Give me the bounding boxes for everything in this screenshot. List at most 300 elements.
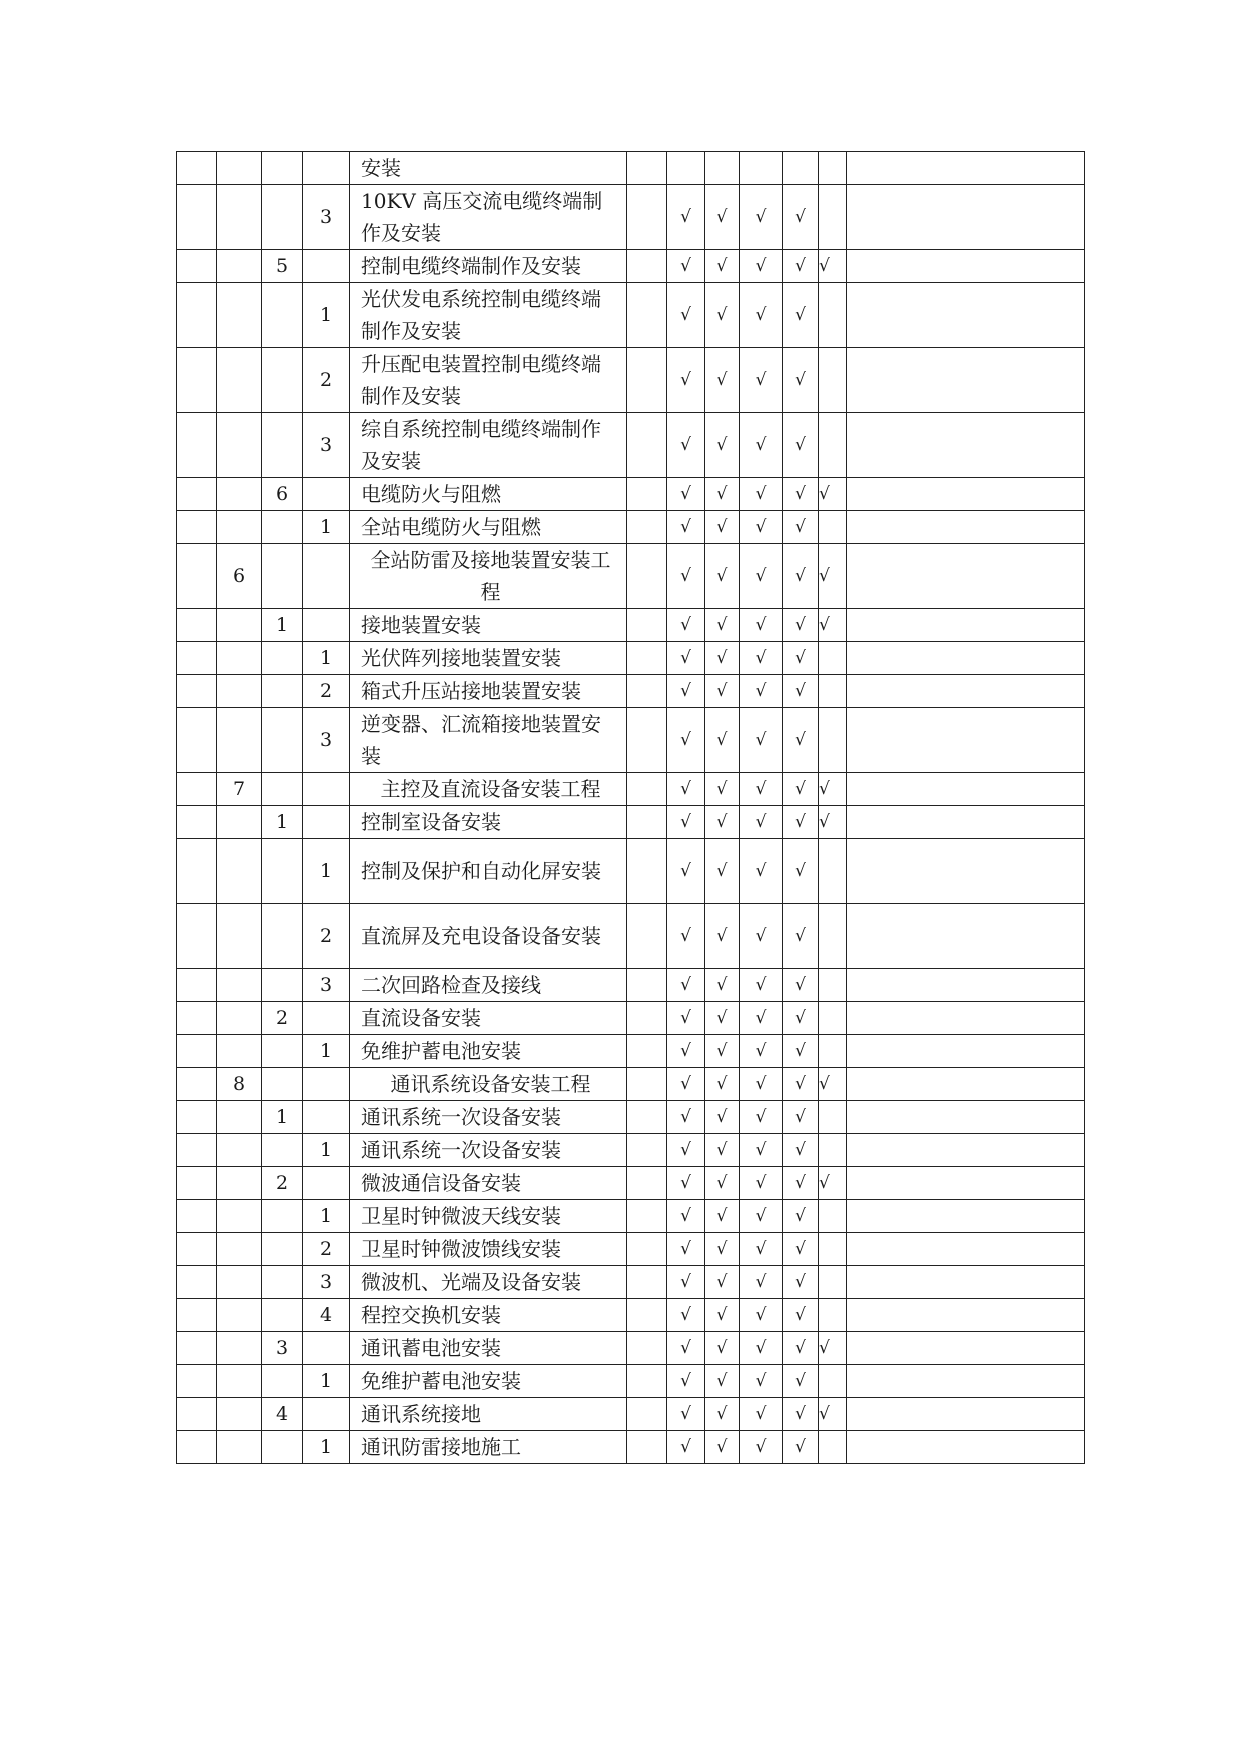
check-cell-4: √ [783,1101,819,1134]
blank-cell [177,1299,217,1332]
item-name: 免维护蓄电池安装 [350,1035,627,1068]
blank-cell [177,478,217,511]
check-cell-3: √ [740,1365,783,1398]
level2-number [262,1299,303,1332]
level1-number [217,478,262,511]
check-cell-4: √ [783,806,819,839]
level3-number [303,609,350,642]
check-cell-3: √ [740,1431,783,1464]
check-cell-4: √ [783,1299,819,1332]
level1-number [217,1233,262,1266]
check-cell-5 [819,839,847,904]
remarks-cell [847,773,1085,806]
check-cell-5: √ [819,773,847,806]
level1-number [217,1398,262,1431]
level3-number: 1 [303,1035,350,1068]
check-cell-1: √ [667,1200,705,1233]
blank-cell [177,152,217,185]
check-cell-2: √ [705,1035,740,1068]
check-cell-3: √ [740,1068,783,1101]
check-cell-1: √ [667,839,705,904]
item-name: 免维护蓄电池安装 [350,1365,627,1398]
check-cell-5: √ [819,1332,847,1365]
blank-cell [177,413,217,478]
check-cell-5 [819,642,847,675]
check-cell-5: √ [819,250,847,283]
level2-number: 1 [262,609,303,642]
blank-cell [177,185,217,250]
level2-number [262,708,303,773]
check-cell-3: √ [740,773,783,806]
unit-cell [627,1233,667,1266]
level2-number [262,969,303,1002]
level1-number: 7 [217,773,262,806]
table-row [177,708,1085,773]
check-cell-2: √ [705,413,740,478]
check-cell-5: √ [819,1167,847,1200]
remarks-cell [847,544,1085,609]
level3-number: 1 [303,1365,350,1398]
level2-number [262,1200,303,1233]
item-name: 卫星时钟微波天线安装 [350,1200,627,1233]
check-cell-4: √ [783,413,819,478]
check-cell-3: √ [740,1233,783,1266]
table-row [177,1266,1085,1299]
check-cell-3: √ [740,1266,783,1299]
check-cell-3: √ [740,348,783,413]
item-name: 微波通信设备安装 [350,1167,627,1200]
check-cell-4: √ [783,839,819,904]
remarks-cell [847,1398,1085,1431]
unit-cell [627,1365,667,1398]
level1-number [217,806,262,839]
level2-number: 2 [262,1167,303,1200]
check-cell-4: √ [783,544,819,609]
level3-number: 1 [303,283,350,348]
remarks-cell [847,1365,1085,1398]
check-cell-2: √ [705,839,740,904]
level3-number [303,806,350,839]
item-name: 卫星时钟微波馈线安装 [350,1233,627,1266]
blank-cell [177,544,217,609]
check-cell-5: √ [819,1068,847,1101]
check-cell-3: √ [740,1101,783,1134]
check-cell-1: √ [667,1398,705,1431]
level2-number [262,1068,303,1101]
table-row [177,348,1085,413]
table-row [177,1431,1085,1464]
check-cell-1: √ [667,969,705,1002]
check-cell-5 [819,1266,847,1299]
check-cell-3: √ [740,1200,783,1233]
level3-number: 1 [303,1431,350,1464]
level1-number [217,1167,262,1200]
level3-number [303,1101,350,1134]
table-row [177,1134,1085,1167]
check-cell-3: √ [740,1398,783,1431]
level2-number: 5 [262,250,303,283]
remarks-cell [847,1002,1085,1035]
level2-number: 4 [262,1398,303,1431]
check-cell-3: √ [740,478,783,511]
remarks-cell [847,839,1085,904]
unit-cell [627,185,667,250]
check-cell-4: √ [783,348,819,413]
check-cell-3: √ [740,544,783,609]
unit-cell [627,1002,667,1035]
table-row [177,250,1085,283]
item-name: 箱式升压站接地装置安装 [350,675,627,708]
check-cell-4: √ [783,1002,819,1035]
check-cell-4: √ [783,675,819,708]
remarks-cell [847,1167,1085,1200]
level2-number [262,413,303,478]
table-row [177,544,1085,609]
table-row [177,1035,1085,1068]
level1-number [217,642,262,675]
check-cell-1: √ [667,1431,705,1464]
check-cell-1: √ [667,1299,705,1332]
table-row [177,478,1085,511]
check-cell-5 [819,675,847,708]
check-cell-3: √ [740,609,783,642]
check-cell-2: √ [705,1332,740,1365]
level2-number: 2 [262,1002,303,1035]
check-cell-2: √ [705,1167,740,1200]
level3-number [303,152,350,185]
level2-number [262,511,303,544]
unit-cell [627,969,667,1002]
level2-number [262,675,303,708]
unit-cell [627,1167,667,1200]
blank-cell [177,1332,217,1365]
check-cell-2: √ [705,1002,740,1035]
level2-number: 1 [262,806,303,839]
blank-cell [177,1266,217,1299]
level3-number [303,1167,350,1200]
check-cell-3: √ [740,413,783,478]
unit-cell [627,1035,667,1068]
blank-cell [177,904,217,969]
blank-cell [177,708,217,773]
check-cell-5 [819,1035,847,1068]
check-cell-5 [819,708,847,773]
item-name: 逆变器、汇流箱接地装置安装 [350,708,627,773]
remarks-cell [847,250,1085,283]
level2-number [262,839,303,904]
level1-number [217,1266,262,1299]
table-row [177,511,1085,544]
check-cell-1: √ [667,478,705,511]
check-cell-1: √ [667,1332,705,1365]
level1-number [217,413,262,478]
check-cell-3: √ [740,250,783,283]
item-name: 综自系统控制电缆终端制作及安装 [350,413,627,478]
level1-number [217,1035,262,1068]
table-row [177,413,1085,478]
table-row [177,839,1085,904]
unit-cell [627,1398,667,1431]
check-cell-1: √ [667,544,705,609]
item-name: 程控交换机安装 [350,1299,627,1332]
level1-number [217,283,262,348]
check-cell-1: √ [667,413,705,478]
check-cell-2: √ [705,1299,740,1332]
unit-cell [627,1068,667,1101]
unit-cell [627,152,667,185]
blank-cell [177,1200,217,1233]
item-name: 通讯蓄电池安装 [350,1332,627,1365]
check-cell-1: √ [667,1266,705,1299]
blank-cell [177,1101,217,1134]
check-cell-4: √ [783,1134,819,1167]
check-cell-5 [819,1101,847,1134]
level3-number: 1 [303,1200,350,1233]
inspection-table [176,151,1085,1464]
check-cell-5: √ [819,544,847,609]
level3-number [303,544,350,609]
unit-cell [627,1134,667,1167]
item-name: 通讯防雷接地施工 [350,1431,627,1464]
check-cell-1: √ [667,642,705,675]
check-cell-1: √ [667,283,705,348]
check-cell-2: √ [705,1134,740,1167]
check-cell-1: √ [667,1134,705,1167]
check-cell-4: √ [783,283,819,348]
remarks-cell [847,969,1085,1002]
item-name: 直流设备安装 [350,1002,627,1035]
check-cell-1: √ [667,708,705,773]
item-name: 控制室设备安装 [350,806,627,839]
remarks-cell [847,642,1085,675]
table-row [177,1068,1085,1101]
level2-number [262,544,303,609]
check-cell-5: √ [819,478,847,511]
blank-cell [177,675,217,708]
remarks-cell [847,1068,1085,1101]
unit-cell [627,1431,667,1464]
item-name: 接地装置安装 [350,609,627,642]
level3-number: 2 [303,904,350,969]
level2-number [262,1365,303,1398]
check-cell-2: √ [705,806,740,839]
level3-number: 3 [303,413,350,478]
check-cell-2: √ [705,283,740,348]
check-cell-1: √ [667,609,705,642]
blank-cell [177,250,217,283]
remarks-cell [847,1134,1085,1167]
item-name: 主控及直流设备安装工程 [350,773,627,806]
item-name: 10KV 高压交流电缆终端制作及安装 [350,185,627,250]
level1-number [217,609,262,642]
unit-cell [627,1200,667,1233]
level3-number: 2 [303,1233,350,1266]
table-row [177,1365,1085,1398]
check-cell-5 [819,1200,847,1233]
blank-cell [177,283,217,348]
item-name: 微波机、光端及设备安装 [350,1266,627,1299]
table-row [177,1167,1085,1200]
level2-number [262,1233,303,1266]
check-cell-1: √ [667,1365,705,1398]
level1-number [217,152,262,185]
check-cell-4: √ [783,1200,819,1233]
unit-cell [627,904,667,969]
check-cell-5 [819,511,847,544]
check-cell-5 [819,1365,847,1398]
level2-number [262,904,303,969]
level1-number [217,185,262,250]
check-cell-3: √ [740,1167,783,1200]
remarks-cell [847,1200,1085,1233]
unit-cell [627,544,667,609]
check-cell-4 [783,152,819,185]
item-name: 升压配电装置控制电缆终端制作及安装 [350,348,627,413]
blank-cell [177,1167,217,1200]
check-cell-3: √ [740,904,783,969]
blank-cell [177,1233,217,1266]
level3-number: 1 [303,511,350,544]
level3-number: 1 [303,839,350,904]
level1-number [217,1002,262,1035]
check-cell-4: √ [783,969,819,1002]
blank-cell [177,806,217,839]
level1-number [217,904,262,969]
check-cell-1: √ [667,1233,705,1266]
table-row [177,1332,1085,1365]
level3-number: 3 [303,185,350,250]
remarks-cell [847,1431,1085,1464]
level2-number: 6 [262,478,303,511]
check-cell-5 [819,969,847,1002]
unit-cell [627,773,667,806]
check-cell-4: √ [783,511,819,544]
level3-number: 1 [303,1134,350,1167]
check-cell-2: √ [705,1365,740,1398]
check-cell-4: √ [783,1332,819,1365]
level2-number: 1 [262,1101,303,1134]
check-cell-1: √ [667,250,705,283]
table-row [177,1299,1085,1332]
remarks-cell [847,675,1085,708]
remarks-cell [847,413,1085,478]
check-cell-5 [819,283,847,348]
remarks-cell [847,708,1085,773]
check-cell-1: √ [667,185,705,250]
remarks-cell [847,1233,1085,1266]
check-cell-2: √ [705,609,740,642]
level2-number [262,1035,303,1068]
check-cell-4: √ [783,1068,819,1101]
check-cell-5: √ [819,609,847,642]
check-cell-2: √ [705,642,740,675]
level1-number: 8 [217,1068,262,1101]
check-cell-5 [819,348,847,413]
unit-cell [627,708,667,773]
check-cell-2: √ [705,1068,740,1101]
check-cell-1: √ [667,1035,705,1068]
check-cell-4: √ [783,185,819,250]
level1-number [217,839,262,904]
item-name: 通讯系统设备安装工程 [350,1068,627,1101]
blank-cell [177,642,217,675]
blank-cell [177,1398,217,1431]
check-cell-4: √ [783,1365,819,1398]
item-name: 控制及保护和自动化屏安装 [350,839,627,904]
blank-cell [177,348,217,413]
level1-number [217,1101,262,1134]
check-cell-5 [819,1233,847,1266]
remarks-cell [847,511,1085,544]
level1-number [217,1332,262,1365]
check-cell-1: √ [667,904,705,969]
check-cell-2: √ [705,250,740,283]
check-cell-4: √ [783,1167,819,1200]
remarks-cell [847,904,1085,969]
blank-cell [177,969,217,1002]
check-cell-3: √ [740,185,783,250]
check-cell-3: √ [740,839,783,904]
table-row [177,1101,1085,1134]
check-cell-3: √ [740,1002,783,1035]
level1-number [217,969,262,1002]
check-cell-4: √ [783,708,819,773]
check-cell-2: √ [705,1101,740,1134]
check-cell-3: √ [740,511,783,544]
item-name: 通讯系统一次设备安装 [350,1101,627,1134]
check-cell-5 [819,1002,847,1035]
level1-number [217,250,262,283]
unit-cell [627,675,667,708]
check-cell-2: √ [705,544,740,609]
level3-number [303,1068,350,1101]
check-cell-4: √ [783,1035,819,1068]
check-cell-3: √ [740,1134,783,1167]
item-name: 控制电缆终端制作及安装 [350,250,627,283]
check-cell-5 [819,152,847,185]
item-name: 光伏发电系统控制电缆终端制作及安装 [350,283,627,348]
level2-number: 3 [262,1332,303,1365]
item-name: 全站防雷及接地装置安装工程 [350,544,627,609]
check-cell-4: √ [783,904,819,969]
check-cell-1: √ [667,1068,705,1101]
check-cell-1: √ [667,1101,705,1134]
level2-number [262,642,303,675]
check-cell-2: √ [705,675,740,708]
table-row [177,969,1085,1002]
blank-cell [177,609,217,642]
check-cell-4: √ [783,1266,819,1299]
level1-number [217,1134,262,1167]
check-cell-3 [740,152,783,185]
remarks-cell [847,1299,1085,1332]
blank-cell [177,1431,217,1464]
check-cell-2: √ [705,773,740,806]
blank-cell [177,511,217,544]
check-cell-2: √ [705,185,740,250]
remarks-cell [847,609,1085,642]
check-cell-1: √ [667,1167,705,1200]
table-row [177,185,1085,250]
level1-number [217,1299,262,1332]
check-cell-5 [819,1299,847,1332]
check-cell-2: √ [705,1266,740,1299]
unit-cell [627,642,667,675]
check-cell-1: √ [667,773,705,806]
table-row [177,283,1085,348]
level1-number [217,1200,262,1233]
level3-number: 1 [303,642,350,675]
